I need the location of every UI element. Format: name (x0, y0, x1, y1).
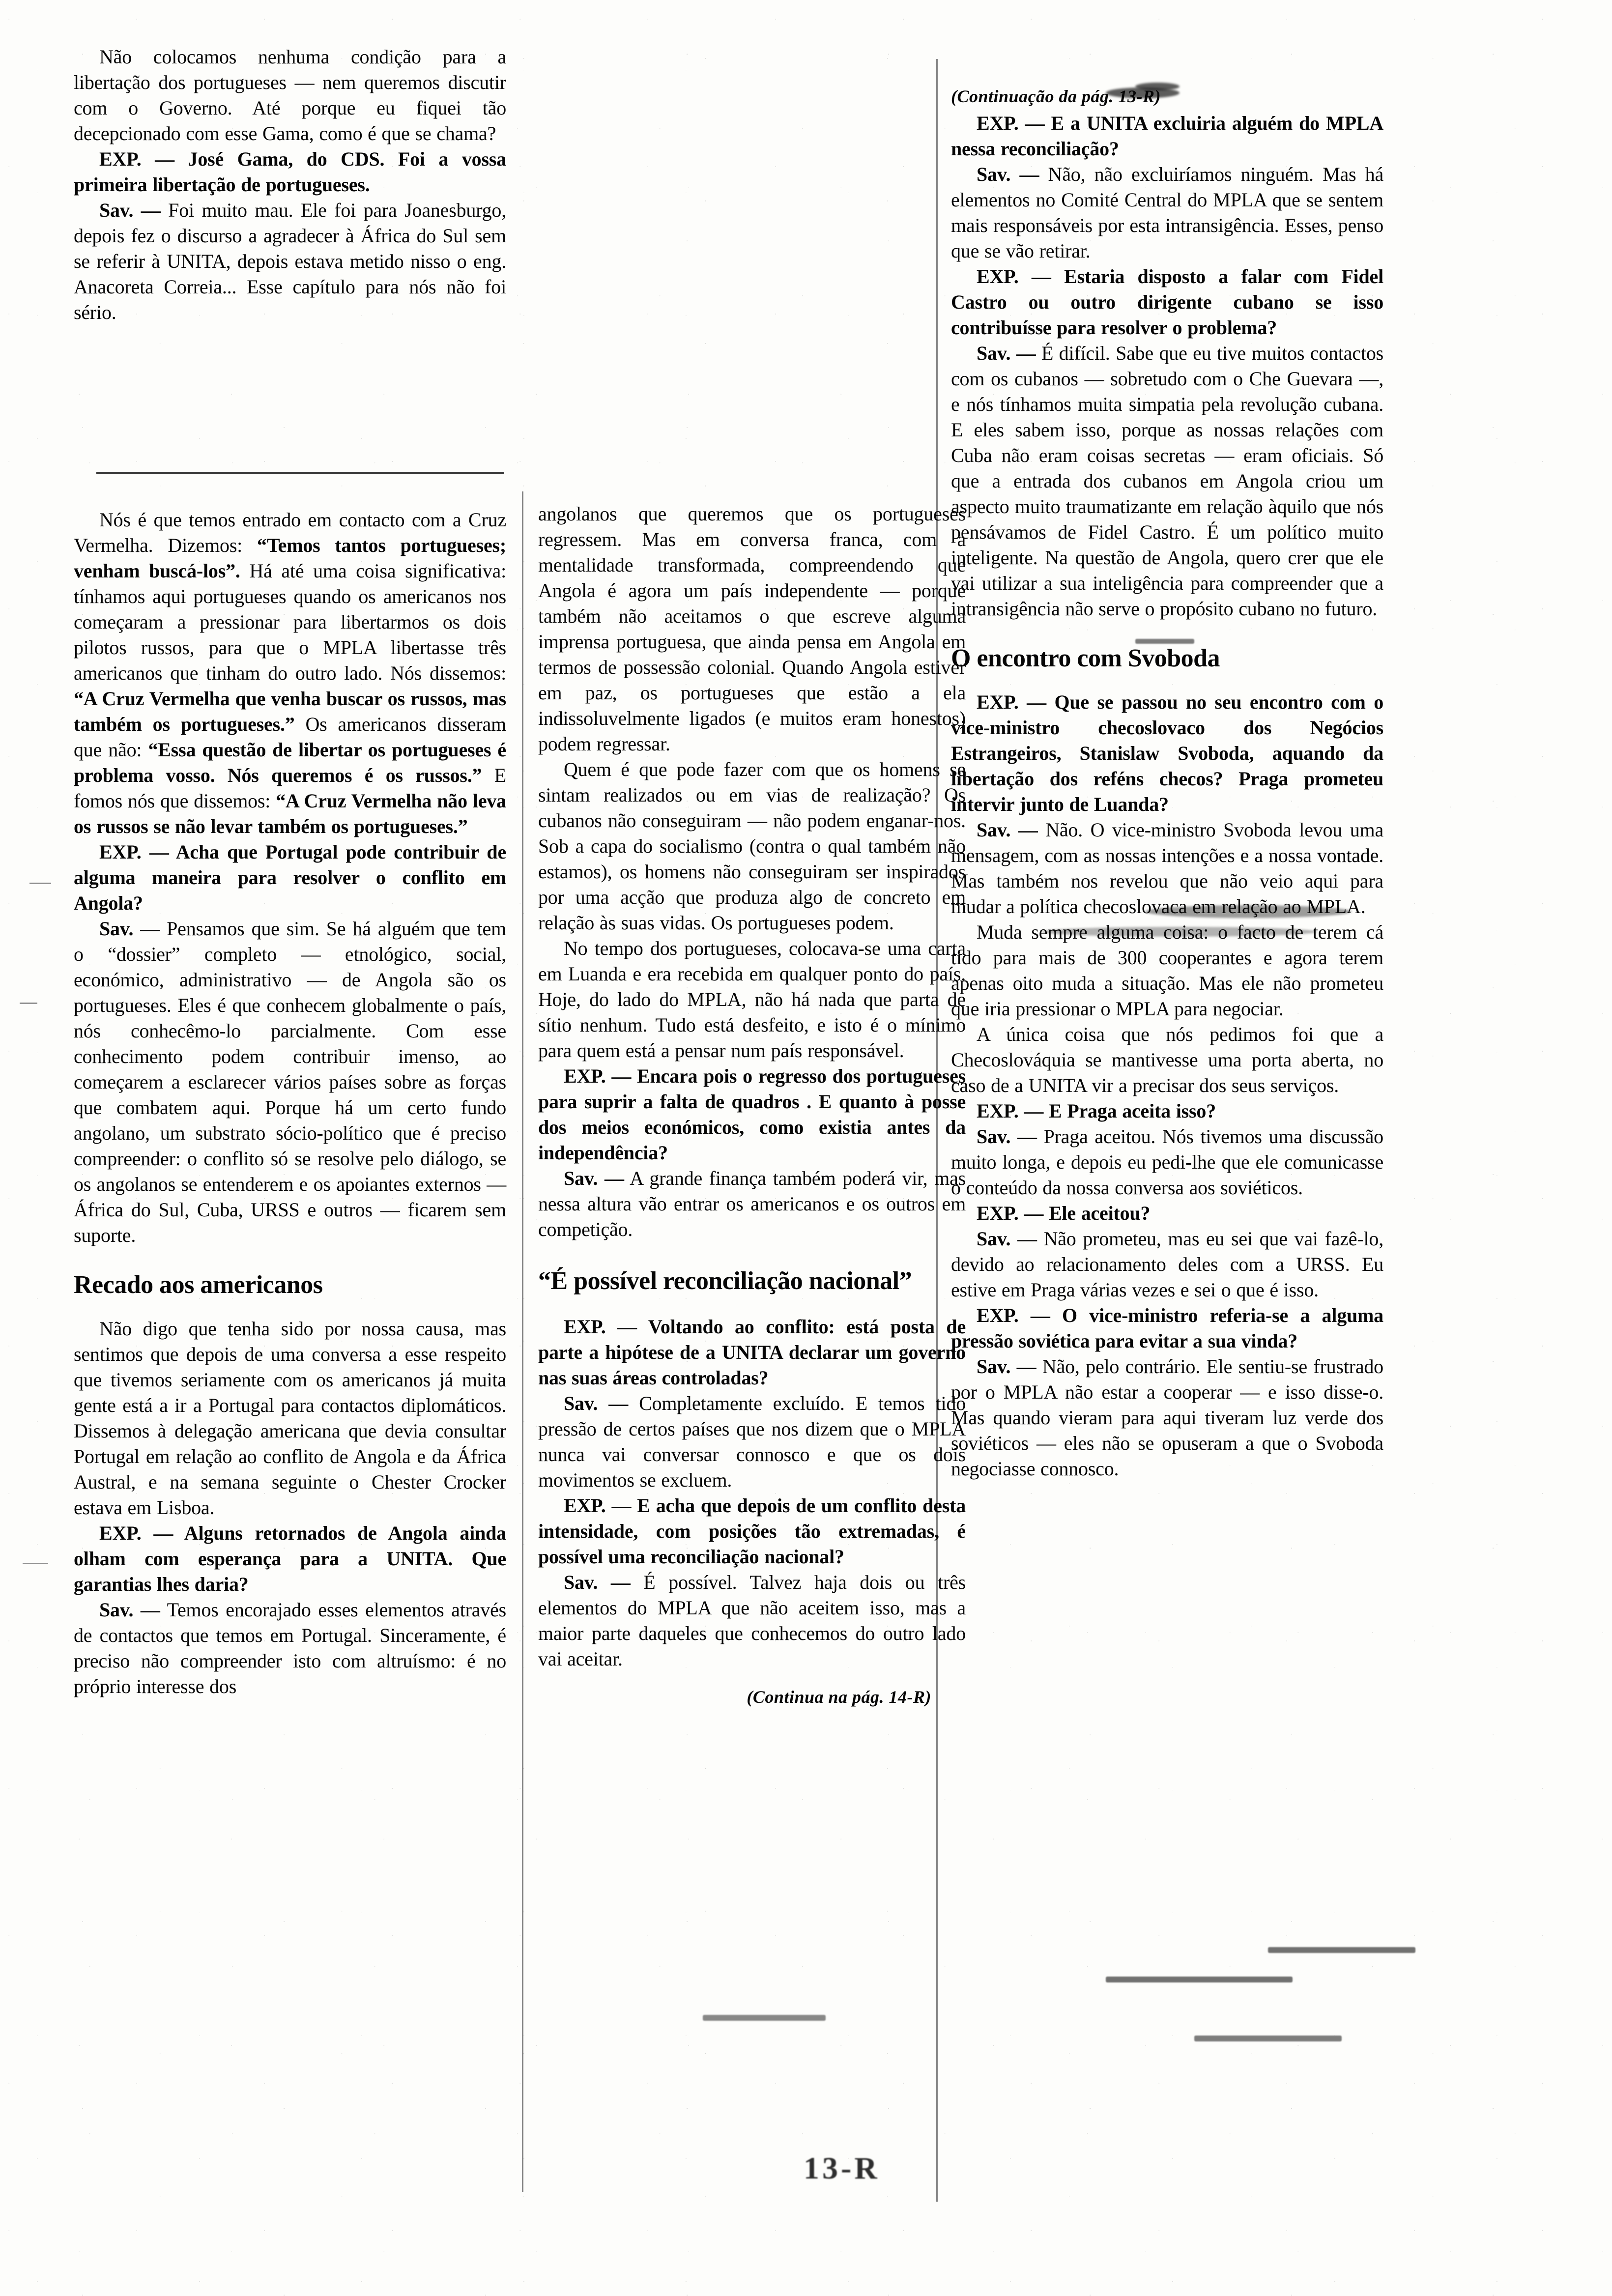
ink-strike (1106, 1977, 1293, 1982)
column-two (538, 501, 966, 1707)
speaker-label: Sav. — (977, 163, 1039, 185)
qa-text: Encara pois o regresso dos portugueses para suprir a falta de quadros . E quanto à posse dos meios económicos, como existia antes da independência? (538, 1065, 966, 1164)
qa-text: José Gama, do CDS. Foi a vossa primeira libertação de portugueses. (74, 148, 507, 196)
speaker-label: EXP. — (564, 1494, 632, 1517)
qa-line (951, 162, 1383, 264)
column-one (74, 44, 506, 1699)
column-rule-left (522, 491, 523, 2192)
paragraph: Não colocamos nenhuma condição para a libertação dos portugueses — nem queremos discutir com o Governo. Até porque eu fiquei tão decepcionado com esse Gama, como é que se chama? (74, 46, 506, 144)
column-three (951, 86, 1383, 1482)
qa-line (951, 1226, 1383, 1303)
qa-line (74, 198, 506, 325)
qa-text: Voltando ao conflito: está posta de parte a hipótese de a UNITA declarar um governo nas suas áreas controladas? (538, 1316, 966, 1389)
qa-text: Foi muito mau. Ele foi para Joanesburgo, depois fez o discurso a agradecer à África do Sul sem se referir à UNITA, depois estava metido nisso o eng. Anacoreta Correia... Esse capítulo para nós não foi sério. (74, 199, 506, 323)
qa-line (538, 1314, 966, 1391)
run-bold: “A Cruz Vermelha que venha buscar os russos, mas também os portugueses.” (74, 688, 506, 735)
qa-text: Alguns retornados de Angola ainda olham com esperança para a UNITA. Que garantias lhes daria? (74, 1522, 506, 1595)
qa-line (951, 111, 1383, 162)
run: Há até uma coisa significativa: tínhamos aqui portugueses quando os americanos nos começaram a pressionar para libertarmos os dois pilotos russos, para que o MPLA libertasse três americanos que tinham do outro lado. Nós dissemos: (74, 560, 507, 684)
scan-artifact-tick (29, 883, 51, 884)
qa-line (951, 1354, 1383, 1482)
qa-line (74, 1521, 506, 1597)
qa-line (538, 1391, 966, 1493)
speaker-label: Sav. — (564, 1392, 629, 1414)
speaker-label: EXP. — (564, 1065, 632, 1087)
qa-line (951, 1124, 1383, 1201)
qa-line (538, 1063, 966, 1166)
run-bold: “Essa questão de libertar os portugueses é problema vosso. Nós queremos é os russos.” (74, 739, 506, 786)
qa-text: A grande finança também poderá vir, mas nessa altura vão entrar os americanos e os outros em competição. (538, 1167, 966, 1240)
qa-text: Estaria disposto a falar com Fidel Castro ou outro dirigente cubano se isso contribuísse para resolver o problema? (951, 265, 1383, 339)
run: Os americanos disseram que não: (74, 713, 506, 761)
run-bold: “Temos tantos portugueses; venham buscá-los”. (74, 534, 506, 582)
speaker-label: Sav. — (99, 1599, 160, 1621)
qa-text: Ele aceitou? (1043, 1202, 1151, 1224)
speaker-label: Sav. — (977, 342, 1036, 364)
section-heading: Recado aos americanos (74, 1271, 323, 1299)
speaker-label: Sav. — (564, 1571, 631, 1593)
speaker-label: Sav. — (99, 918, 160, 940)
qa-text: Acha que Portugal pode contribuir de alguma maneira para resolver o conflito em Angola? (74, 841, 506, 914)
qa-text: É possível. Talvez haja dois ou três elementos do MPLA que não aceitem isso, mas a maior parte daqueles que conhecemos do outro lado vai aceitar. (538, 1571, 966, 1670)
run: E fomos nós que dissemos: (74, 764, 506, 812)
speaker-label: Sav. — (977, 819, 1038, 841)
qa-text: E acha que depois de um conflito desta intensidade, com posições tão extremadas, é possível uma reconciliação nacional? (538, 1494, 966, 1568)
speaker-label: Sav. — (564, 1167, 624, 1189)
qa-line (538, 1570, 966, 1672)
speaker-label: EXP. — (99, 1522, 173, 1544)
qa-text: Praga aceitou. Nós tivemos uma discussão muito longa, e depois eu pedi-lhe que ele comunicasse o conteúdo da nossa conversa aos soviéticos. (951, 1125, 1383, 1199)
section-heading: “É possível reconciliação nacional” (538, 1267, 912, 1295)
continuation-slug: (Continua na pág. 14-R) (747, 1687, 931, 1707)
qa-line (951, 1201, 1383, 1226)
speaker-label: EXP. — (564, 1316, 637, 1338)
qa-line (74, 839, 506, 916)
qa-text: Que se passou no seu encontro com o vice-ministro checoslovaco dos Negócios Estrangeiros, Stanislaw Svoboda, aquando da libertação dos reféns checos? Praga prometeu intervir junto de Luanda? (951, 691, 1383, 815)
qa-line (74, 146, 506, 198)
qa-line (74, 916, 506, 1248)
qa-text: E Praga aceita isso? (1043, 1100, 1216, 1122)
qa-line (951, 1098, 1383, 1124)
qa-text: Não, pelo contrário. Ele sentiu-se frustrado por o MPLA não estar a cooperar — e isso disse-o. Mas quando vieram para aqui tiveram luz verde dos soviéticos — eles não se opuseram a que o Svoboda negociasse connosco. (951, 1355, 1383, 1480)
ink-strike (1194, 2036, 1342, 2041)
qa-line (538, 1166, 966, 1242)
run: Nós é que temos entrado em contacto com a Cruz Vermelha. Dizemos: (74, 509, 506, 556)
speaker-label: Sav. — (977, 1228, 1037, 1250)
speaker-label: EXP. — (977, 265, 1051, 287)
qa-text: Completamente excluído. E temos tido pressão de certos países que nos dizem que o MPLA nunca vai conversar connosco e que os dois movimentos se excluem. (538, 1392, 966, 1491)
paragraph: angolanos que queremos que os portugueses regressem. Mas em conversa franca, com a mentalidade transformada, compreendendo que Angola é agora um país independente — porque também não aceitamos o que escreve alguma imprensa portuguesa, que ainda pensa em Angola em termos de possessão colonial. Quando Angola estiver em paz, os portugueses que estão a ela indissoluvelmente ligados (e muitos eram honestos) podem regressar. (538, 503, 966, 755)
qa-line (951, 689, 1383, 817)
paragraph: Muda sempre alguma coisa: o facto de terem cá tido para mais de 300 cooperantes e agora terem apenas oito muda a situação. Mas ele não prometeu que iria pressionar o MPLA para negociar. (951, 921, 1383, 1020)
speaker-label: EXP. — (977, 691, 1046, 713)
qa-text: É difícil. Sabe que eu tive muitos contactos com os cubanos — sobretudo com o Che Guevara —, e nós tínhamos muita simpatia pela revolução cubana. E eles sabem isso, porque as nossas relações com Cuba não eram coisas secretas — eram oficiais. Só que a entrada dos cubanos em Angola criou um aspecto muito traumatizante em relação àquilo que nós pensávamos de Fidel Castro. É um político muito inteligente. Na questão de Angola, quero crer que ele vai utilizar a sua inteligência para compreender que a intransigência não serve o propósito cubano no futuro. (951, 342, 1383, 620)
paragraph: No tempo dos portugueses, colocava-se uma carta em Luanda e era recebida em qualquer ponto do país. Hoje, do lado do MPLA, não há nada que parta de sítio nenhum. Tudo está desfeito, e isto é o mínimo para quem está a pensar num país responsável. (538, 937, 966, 1062)
ink-strike (703, 2015, 826, 2021)
speaker-label: EXP. — (99, 841, 169, 863)
qa-text: Temos encorajado esses elementos através de contactos que temos em Portugal. Sinceramente, é preciso não compreender isto com altruísmo: é no próprio interesse dos (74, 1599, 506, 1697)
qa-text: Não. O vice-ministro Svoboda levou uma mensagem, com as nossas intenções e a nossa vontade. Mas também nos revelou que não veio aqui para mudar a política checoslovaca em relação ao MPLA. (951, 819, 1384, 918)
speaker-label: Sav. — (99, 199, 161, 221)
speaker-label: Sav. — (977, 1125, 1037, 1148)
paragraph: Não digo que tenha sido por nossa causa, mas sentimos que depois de uma conversa a esse respeito que tivemos seriamente com os americanos já muita gente está a ir a Portugal para contactos diplomáticos. Dissemos à delegação americana que devia consultar Portugal em relação ao conflito de Angola e da África Austral, e na semana seguinte o Chester Crocker estava em Lisboa. (74, 1318, 506, 1519)
speaker-label: EXP. — (977, 1100, 1044, 1122)
qa-line (74, 1597, 506, 1699)
speaker-label: Sav. — (977, 1355, 1036, 1378)
scan-artifact-tick (23, 1563, 48, 1564)
speaker-label: EXP. — (977, 1202, 1044, 1224)
paragraph-mixed (74, 507, 506, 839)
run-bold: “A Cruz Vermelha não leva os russos se não levar também os portugueses.” (74, 790, 506, 837)
qa-text: O vice-ministro referia-se a alguma pressão soviética para evitar a sua vinda? (951, 1304, 1383, 1352)
qa-line (951, 341, 1383, 622)
paragraph: A única coisa que nós pedimos foi que a Checoslováquia se mantivesse uma porta aberta, no caso de a UNITA vir a precisar dos seus serviços. (951, 1023, 1383, 1096)
paragraph: Quem é que pode fazer com que os homens se sintam realizados ou em vias de realização? Os cubanos não conseguiram — não podem enganar-nos. Sob a capa do socialismo (contra o qual também não estamos), os homens não conseguiram ser inspirados por uma acção que produza algo de concreto em relação às suas vidas. Os portugueses podem. (538, 758, 966, 934)
qa-line (951, 1303, 1383, 1354)
ink-strike (1268, 1947, 1415, 1953)
section-heading: O encontro com Svoboda (951, 644, 1220, 672)
speaker-label: EXP. — (977, 1304, 1050, 1326)
speaker-label: EXP. — (977, 112, 1045, 134)
qa-text: Pensamos que sim. Se há alguém que tem o “dossier” completo — etnológico, social, económico, administrativo — de Angola são os portugueses. Eles é que conhecem globalmente o país, nós conhecêmo-lo parcialmente. Com esse conhecimento podem contribuir imenso, ao começarem a esclarecer vários países sobre as forças que combatem aqui. Porque há um certo fundo angolano, um substrato sócio-político que é preciso compreender: o conflito só se resolve pelo diálogo, se os angolanos se entenderem e os apoiantes externos — África do Sul, Cuba, URSS e outros — ficarem sem suporte. (74, 918, 506, 1246)
qa-line (951, 817, 1383, 919)
qa-text: Não, não excluiríamos ninguém. Mas há elementos no Comité Central do MPLA que se sentem mais responsáveis por esta intransigência. Esses, penso que se vão retirar. (951, 163, 1383, 262)
qa-line (538, 1493, 966, 1570)
speaker-label: EXP. — (99, 148, 174, 170)
qa-text: E a UNITA excluiria alguém do MPLA nessa reconciliação? (951, 112, 1383, 160)
page-number-folio: 13-R (804, 2151, 880, 2185)
qa-text: Não prometeu, mas eu sei que vai fazê-lo, devido ao relacionamento deles com a URSS. Eu estive em Praga várias vezes e sei o que é isso. (951, 1228, 1383, 1301)
continued-from-slug: (Continuação da pág. 13-R) (951, 86, 1161, 106)
qa-line (951, 264, 1383, 341)
scan-artifact-tick (20, 1003, 37, 1004)
